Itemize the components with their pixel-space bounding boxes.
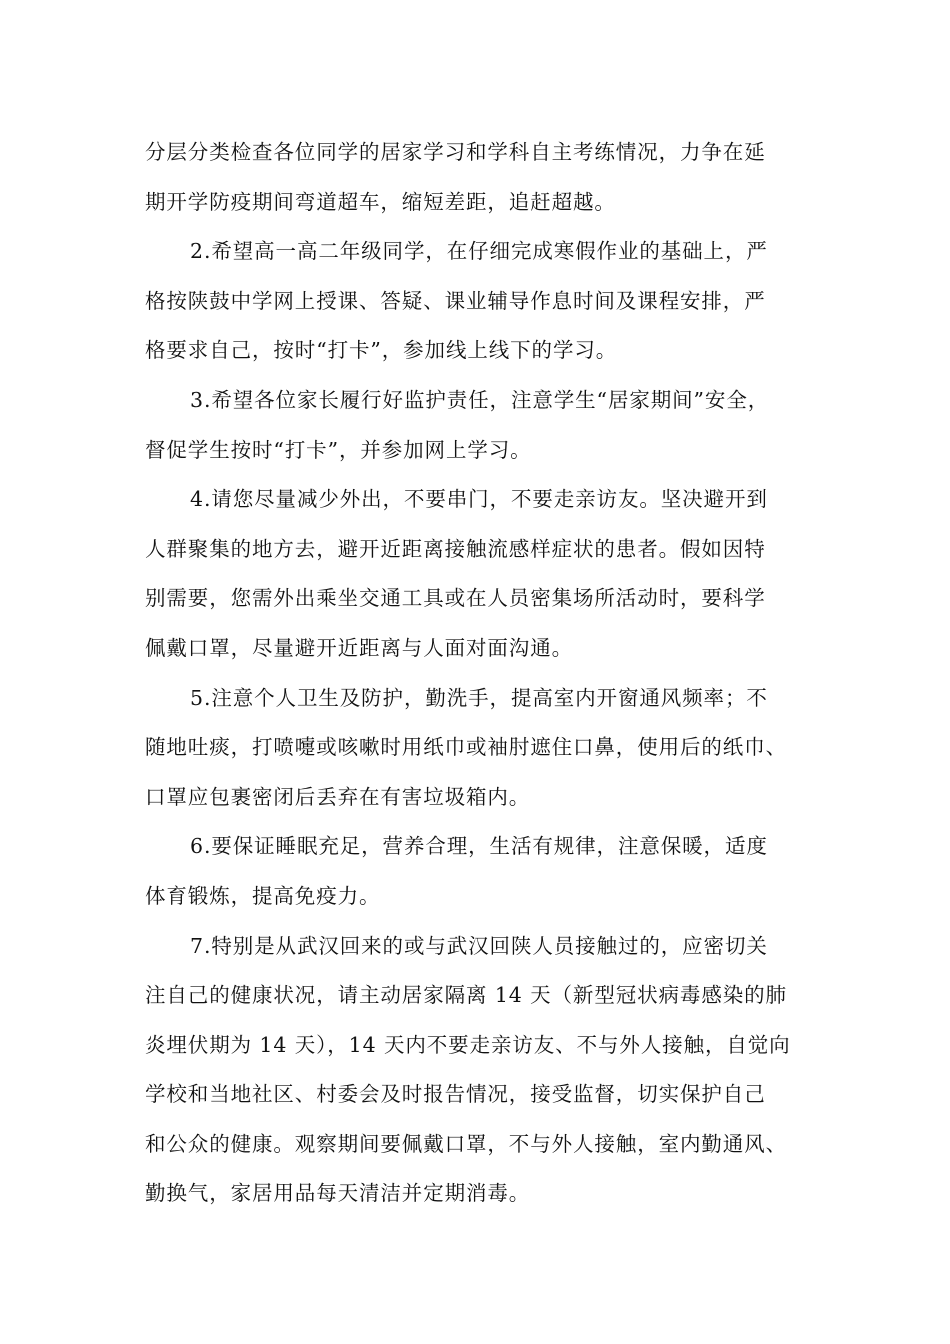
text-line: 随地吐痰，打喷嚏或咳嗽时用纸巾或袖肘遮住口鼻，使用后的纸巾、 <box>145 735 787 760</box>
text-line: 口罩应包裹密闭后丢弃在有害垃圾箱内。 <box>145 784 531 809</box>
text-line: 体育锻炼，提高免疫力。 <box>145 883 381 908</box>
paragraph-7-first-line: 7.特别是从武汉回来的或与武汉回陕人员接触过的，应密切关 <box>190 933 768 958</box>
text-line: 别需要，您需外出乘坐交通工具或在人员密集场所活动时，要科学 <box>145 586 766 611</box>
paragraph-2-first-line: 2.希望高一高二年级同学，在仔细完成寒假作业的基础上，严 <box>190 239 768 264</box>
paragraph-6-first-line: 6.要保证睡眠充足，营养合理，生活有规律，注意保暖，适度 <box>190 834 768 859</box>
text-line: 人群聚集的地方去，避开近距离接触流感样症状的患者。假如因特 <box>145 536 766 561</box>
paragraph-3-first-line: 3.希望各位家长履行好监护责任，注意学生“居家期间”安全， <box>190 387 770 412</box>
text-line: 学校和当地社区、村委会及时报告情况，接受监督，切实保护自己 <box>145 1082 766 1107</box>
text-line: 分层分类检查各位同学的居家学习和学科自主考练情况，力争在延 <box>145 140 766 164</box>
text-line: 督促学生按时“打卡”，并参加网上学习。 <box>145 437 532 462</box>
paragraph-5-first-line: 5.注意个人卫生及防护，勤洗手，提高室内开窗通风频率；不 <box>190 685 768 710</box>
document-body <box>145 128 805 1219</box>
text-line: 炎埋伏期为 14 天），14 天内不要走亲访友、不与外人接触，自觉向 <box>145 1032 791 1057</box>
text-line: 期开学防疫期间弯道超车，缩短差距，追赶超越。 <box>145 189 616 214</box>
paragraph-4-first-line: 4.请您尽量减少外出，不要串门，不要走亲访友。坚决避开到 <box>190 487 768 512</box>
text-line: 注自己的健康状况，请主动居家隔离 14 天（新型冠状病毒感染的肺 <box>145 983 787 1008</box>
text-line: 格要求自己，按时“打卡”，参加线上线下的学习。 <box>145 338 618 363</box>
text-line: 佩戴口罩，尽量避开近距离与人面对面沟通。 <box>145 635 573 660</box>
text-line: 勤换气，家居用品每天清洁并定期消毒。 <box>145 1181 531 1206</box>
text-line: 格按陕鼓中学网上授课、答疑、课业辅导作息时间及课程安排，严 <box>145 288 766 313</box>
text-line: 和公众的健康。观察期间要佩戴口罩，不与外人接触，室内勤通风、 <box>145 1131 787 1156</box>
